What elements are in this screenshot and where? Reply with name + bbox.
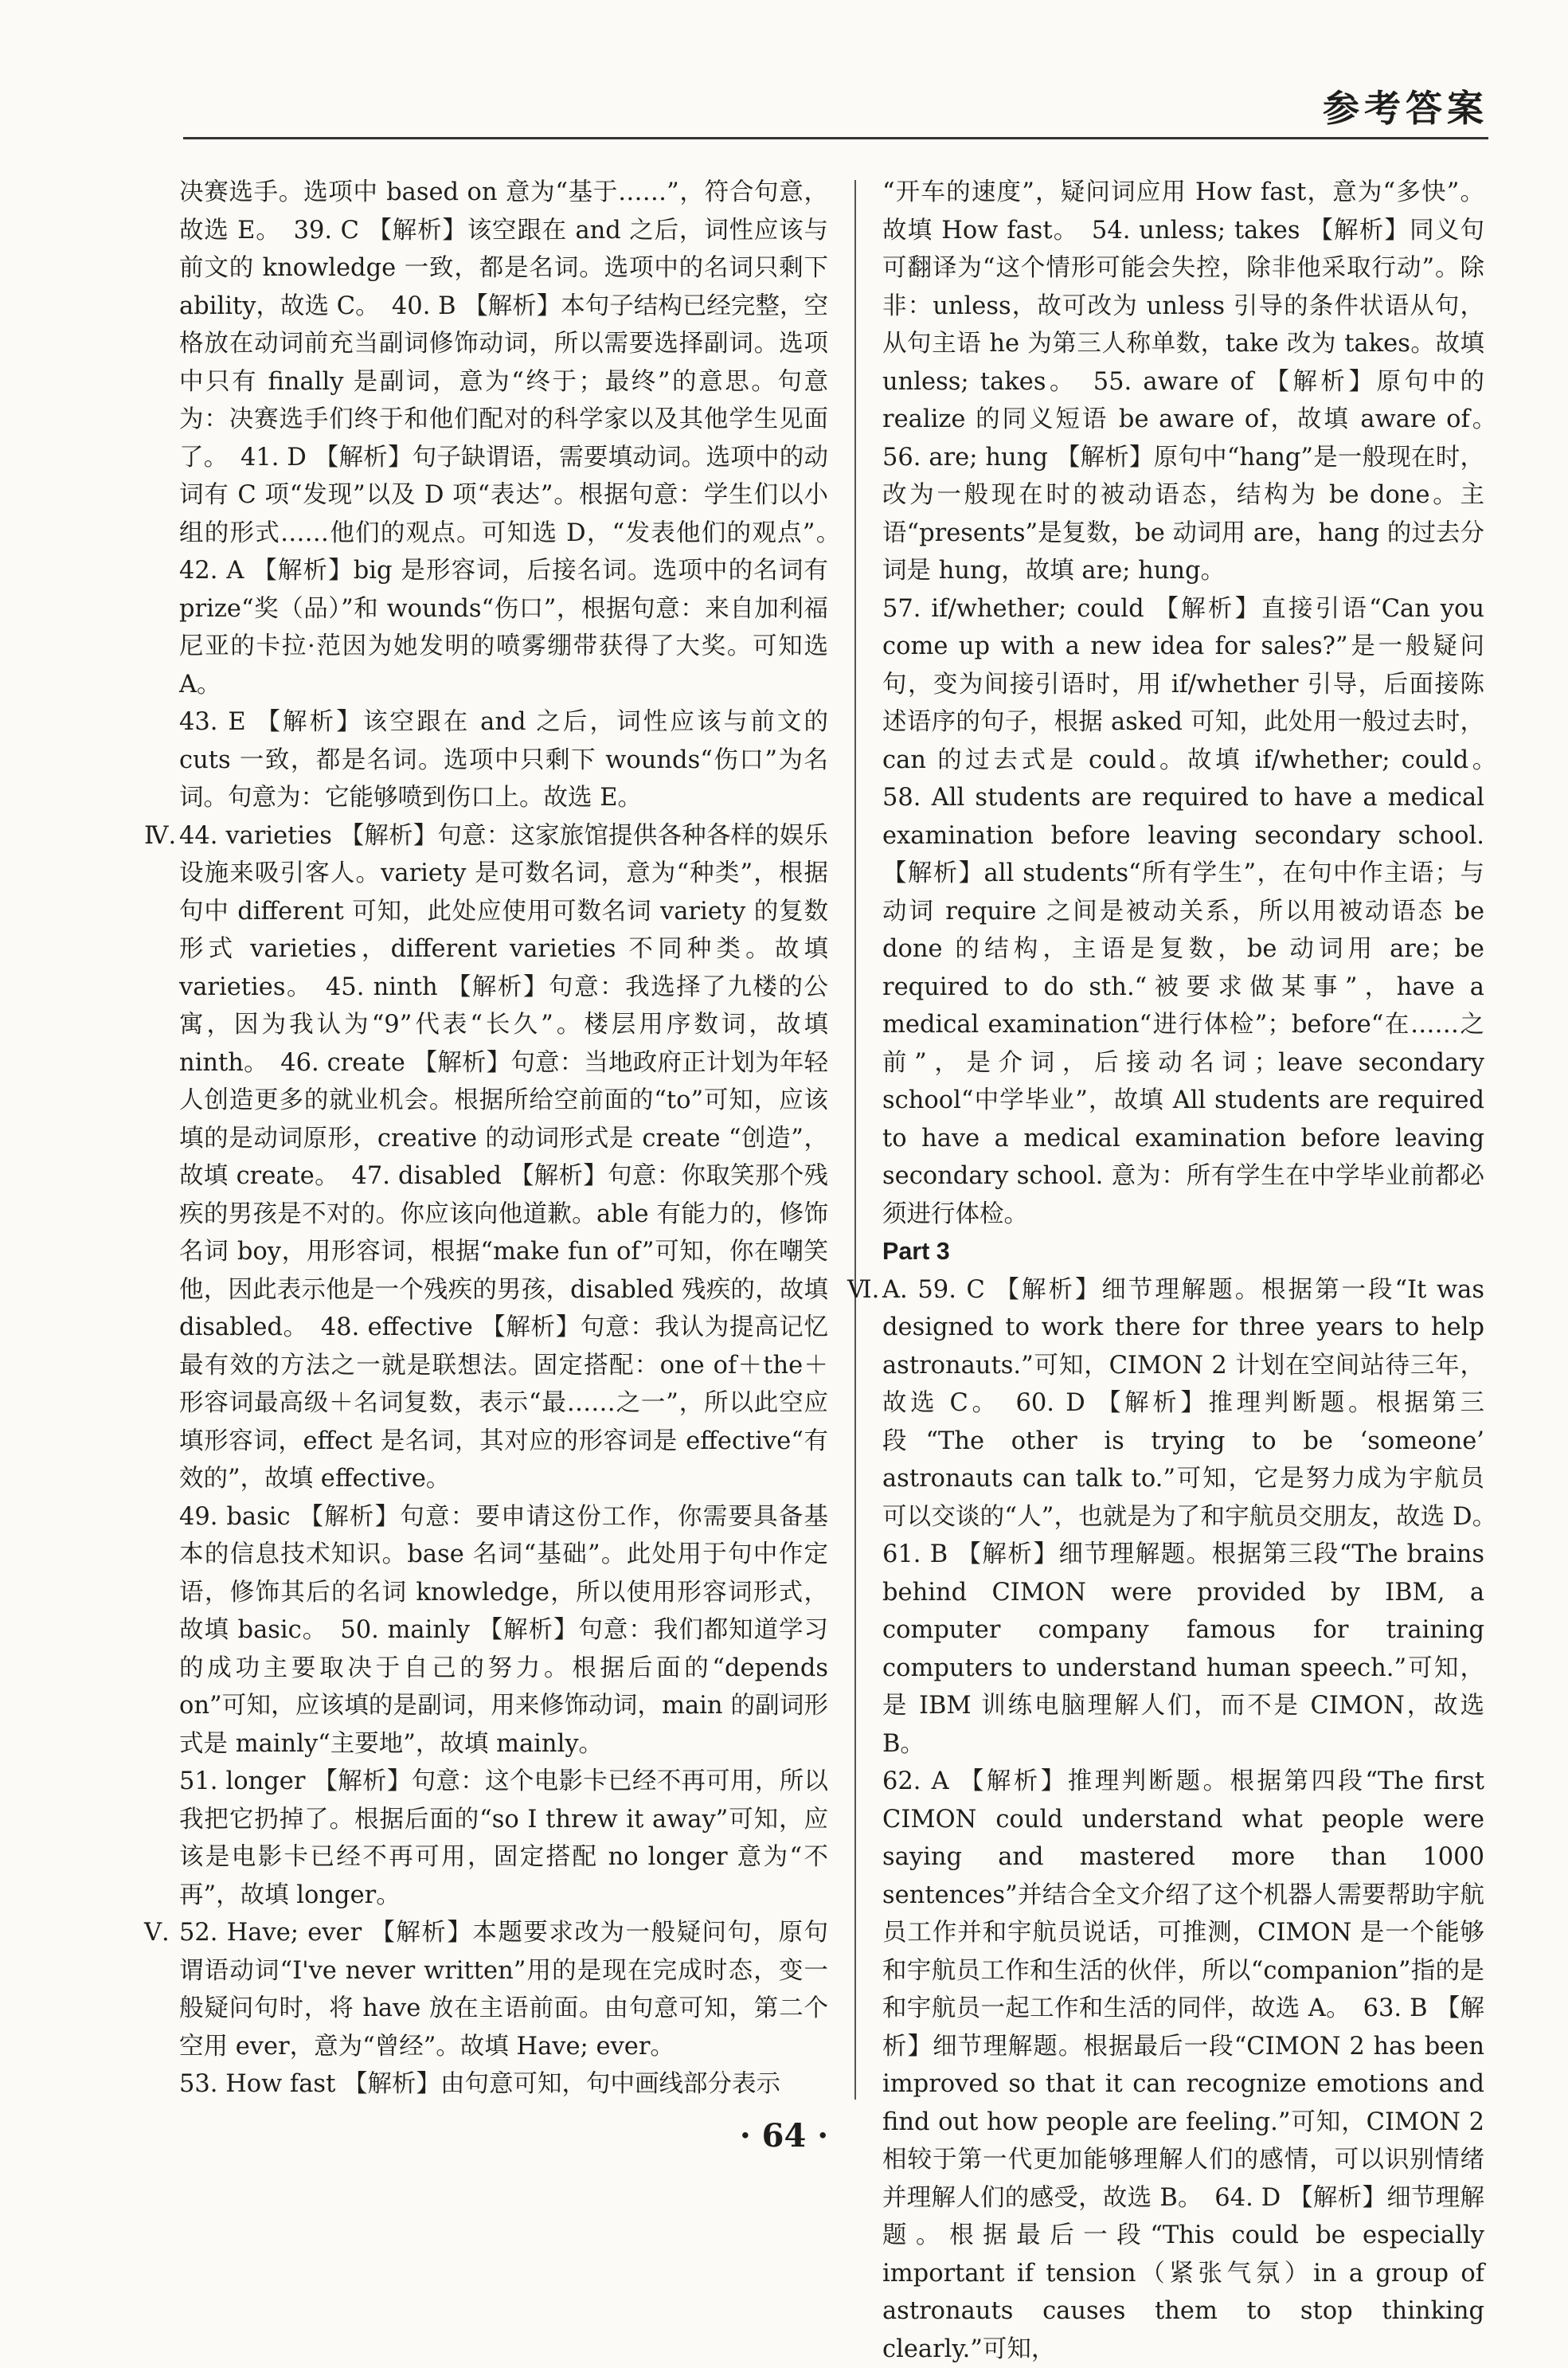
answer-paragraph — [179, 174, 853, 703]
answer-text: 52. Have; ever 【解析】本题要求改为一般疑问句，原句谓语动词“I've never written”用的是现在完成时态，变一般疑问句时，将 have 放在主语前面。由句意可知，第二个空用 ever，意为“曾经”。故填 Have; ever。 — [179, 1919, 828, 2061]
page-header — [183, 80, 1488, 143]
answer-text: 51. longer 【解析】句意：这个电影卡已经不再可用，所以我把它扔掉了。根据后面的“so I threw it away”可知，应该是电影卡已经不再可用，固定搭配 no longer 意为“不再”，故填 longer。 — [179, 1767, 828, 1909]
section-numeral: Ⅵ. — [847, 1275, 880, 1304]
answer-paragraph — [144, 817, 828, 1498]
answer-paragraph — [179, 1763, 828, 1914]
part-heading — [882, 1233, 1484, 1271]
answer-text: 49. basic 【解析】句意：要申请这份工作，你需要具备基本的信息技术知识。base 名词“基础”。此处用于句中作定语，修饰其后的名词 knowledge，所以使用形容词形式，故填 basic。 50. mainly 【解析】句意：我们都知道学习的成功主要取决于自己的努力。根据后面的“depends on”可知，应该填的是副词，用来修饰动词，main 的副词形式是 mainly“主要地”，故填 mainly。 — [179, 1502, 828, 1758]
answer-paragraph — [144, 1914, 828, 2065]
answer-paragraph — [882, 590, 1509, 1234]
answer-paragraph — [882, 1763, 1484, 2368]
answer-paragraph — [882, 174, 1509, 590]
section-numeral: Ⅴ. — [144, 1919, 170, 1947]
answer-paragraph — [179, 1498, 828, 1763]
answer-paragraph — [179, 2065, 828, 2104]
header-rule — [183, 137, 1488, 139]
column-divider — [854, 180, 856, 2100]
section-numeral: Ⅳ. — [144, 821, 177, 850]
answer-paragraph — [847, 1271, 1509, 1763]
answer-text: “开车的速度”，疑问词应用 How fast，意为“多快”。故填 How fast。 54. unless; takes 【解析】同义句可翻译为“这个情形可能会失控，除非他采取行动”。除非：unless，故可改为 unless 引导的条件状语从句，从句主语 he 为第三人称单数，take 改为 takes。故填 unless; takes。 55. aware of 【解析】原句中的 realize 的同义短语 be aware of，故填 aware of。 56. are; hung 【解析】原句中“hang”是一般现在时，改为一般现在时的被动语态，结构为 be done。主语“presents”是复数，be 动词用 are，hang 的过去分词是 hung，故填 are; hung。 — [882, 178, 1509, 585]
answer-text: 44. varieties 【解析】句意：这家旅馆提供各种各样的娱乐设施来吸引客人。variety 是可数名词，意为“种类”，根据句中 different 可知，此处应使用可数名词 variety 的复数形式 varieties，different varieties 不同种类。故填 varieties。 45. ninth 【解析】句意：我选择了九楼的公寓，因为我认为“9”代表“长久”。楼层用序数词，故填 ninth。 46. create 【解析】句意：当地政府正计划为年轻人创造更多的就业机会。根据所给空前面的“to”可知，应该填的是动词原形，creative 的动词形式是 create “创造”，故填 create。 47. disabled 【解析】句意：你取笑那个残疾的男孩是不对的。你应该向他道歉。able 有能力的，修饰名词 boy，用形容词，根据“make fun of”可知，你在嘲笑他，因此表示他是一个残疾的男孩，disabled 残疾的，故填 disabled。 48. effective 【解析】句意：我认为提高记忆最有效的方法之一就是联想法。固定搭配：one of＋the＋形容词最高级＋名词复数，表示“最……之一”，所以此空应填形容词，effect 是名词，其对应的形容词是 effective“有效的”，故填 effective。 — [179, 821, 828, 1493]
right-column — [847, 174, 1509, 2368]
header-title: 参考答案 — [1323, 87, 1488, 130]
page-number: · 64 · — [739, 2117, 829, 2155]
answer-text: 决赛选手。选项中 based on 意为“基于……”，符合句意，故选 E。 39. C 【解析】该空跟在 and 之后，词性应该与前文的 knowledge 一致，都是名词。选项中的名词只剩下 ability，故选 C。 40. B 【解析】本句子结构已经完整，空格放在动词前充当副词修饰动词，所以需要选择副词。选项中只有 finally 是副词，意为“终于；最终”的意思。句意为：决赛选手们终于和他们配对的科学家以及其他学生见面了。 41. D 【解析】句子缺谓语，需要填动词。选项中的动词有 C 项“发现”以及 D 项“表达”。根据句意：学生们以小组的形式……他们的观点。可知选 D，“发表他们的观点”。 42. A 【解析】big 是形容词，后接名词。选项中的名词有 prize“奖（品）”和 wounds“伤口”，根据句意：来自加利福尼亚的卡拉·范因为她发明的喷雾绷带获得了大奖。可知选 A。 — [179, 178, 853, 699]
answer-text: A. 59. C 【解析】细节理解题。根据第一段“It was designed to work there for three years to help astronauts.”可知，CIMON 2 计划在空间站待三年，故选 C。 60. D 【解析】推理判断题。根据第三段“The other is trying to be ‘someone’ astronauts can talk to.”可知，它是努力成为宇航员可以交谈的“人”，也就是为了和宇航员交朋友，故选 D。 61. B 【解析】细节理解题。根据第三段“The brains behind CIMON were provided by IBM, a computer company famous for training computers to understand human speech.”可知，是 IBM 训练电脑理解人们，而不是 CIMON，故选 B。 — [882, 1275, 1509, 1758]
part-heading-text: Part 3 — [882, 1238, 950, 1265]
answer-text: 62. A 【解析】推理判断题。根据第四段“The first CIMON could understand what people were saying and mastered more than 1000 sentences”并结合全文介绍了这个机器人需要帮助宇航员工作并和宇航员说话，可推测，CIMON 是一个能够和宇航员工作和生活的伙伴，所以“companion”指的是和宇航员一起工作和生活的同伴，故选 A。 63. B 【解析】细节理解题。根据最后一段“CIMON 2 has been improved so that it can recognize emotions and find out how people are feeling.”可知，CIMON 2 相较于第一代更加能够理解人们的感情，可以识别情绪并理解人们的感受，故选 B。 64. D 【解析】细节理解题。根据最后一段“This could be especially important if tension（紧张气氛）in a group of astronauts causes them to stop thinking clearly.”可知， — [882, 1767, 1484, 2363]
answer-text: 53. How fast 【解析】由句意可知，句中画线部分表示 — [179, 2070, 781, 2098]
left-column — [144, 174, 853, 2104]
answer-paragraph — [179, 703, 828, 817]
answer-text: 43. E 【解析】该空跟在 and 之后，词性应该与前文的 cuts 一致，都是名词。选项中只剩下 wounds“伤口”为名词。句意为：它能够喷到伤口上。故选 E。 — [179, 708, 828, 812]
answer-text: 57. if/whether; could 【解析】直接引语“Can you come up with a new idea for sales?”是一般疑问句，变为间接引语时，用 if/whether 引导，后面接陈述语序的句子，根据 asked 可知，此处用一般过去时，can 的过去式是 could。故填 if/whether; could。 58. All students are required to have a medical examination before leaving secondary school. 【解析】all students“所有学生”，在句中作主语；与动词 require 之间是被动关系，所以用被动语态 be done 的结构，主语是复数，be 动词用 are；be required to do sth.“被要求做某事”，have a medical examination“进行体检”；before“在……之前”，是介词，后接动名词；leave secondary school“中学毕业”，故填 All students are required to have a medical examination before leaving secondary school. 意为：所有学生在中学毕业前都必须进行体检。 — [882, 594, 1509, 1228]
